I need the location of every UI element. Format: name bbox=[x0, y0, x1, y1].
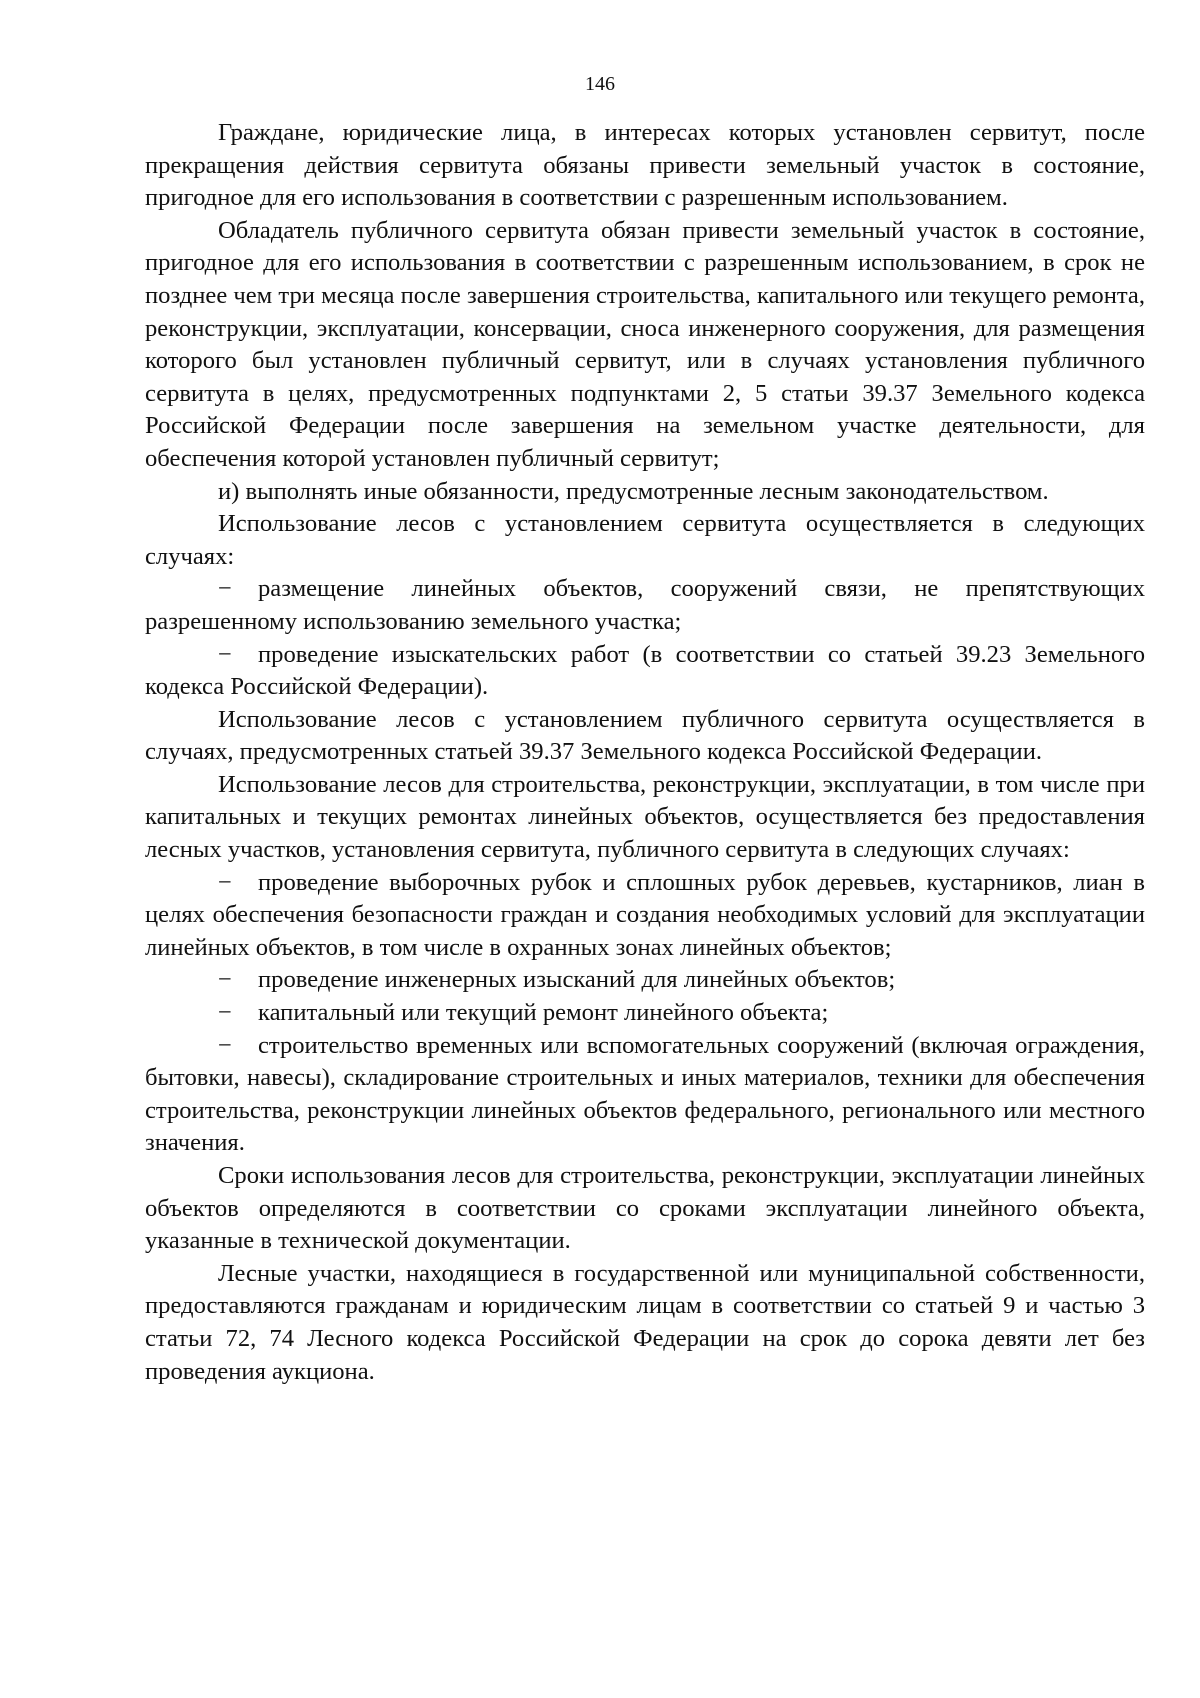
paragraph-text: Использование лесов для строительства, реконструкции, эксплуатации, в том числе при капитальных и текущих ремонтах линейных объектов, осуществляется без предоставления лесных участков, установления сервитута, публичного сервитута в следующих случаях: bbox=[145, 770, 1145, 864]
paragraph-text: Лесные участки, находящиеся в государственной или муниципальной собственности, предоставляются гражданам и юридическим лицам в соответствии со статьей 9 и частью 3 статьи 72, 74 Лесного кодекса Российской Федерации на срок до сорока девяти лет без проведения аукциона. bbox=[145, 1259, 1145, 1385]
paragraph bbox=[145, 1160, 1145, 1258]
list-dash: − bbox=[218, 1031, 232, 1059]
paragraph-text: проведение изыскательских работ (в соответствии со статьей 39.23 Земельного кодекса Российской Федерации). bbox=[145, 640, 1145, 701]
paragraph-text: и) выполнять иные обязанности, предусмотренные лесным законодательством. bbox=[218, 477, 1049, 505]
paragraph-text: Сроки использования лесов для строительства, реконструкции, эксплуатации линейных объектов определяются в соответствии со сроками эксплуатации линейного объекта, указанные в технической документации. bbox=[145, 1162, 1145, 1255]
list-dash: − bbox=[218, 868, 232, 896]
paragraph-text: Обладатель публичного сервитута обязан привести земельный участок в состояние, пригодное для его использования в соответствии с разрешенным использованием, в срок не позднее чем три месяца после завершения строительства, капитального или текущего ремонта, реконструкции, эксплуатации, консервации, сноса инженерного сооружения, для размещения которого был установлен публичный сервитут, или в случаях установления публичного сервитута в целях, предусмотренных подпунктами 2, 5 статьи 39.37 Земельного кодекса Российской Федерации после завершения на земельном участке деятельности, для обеспечения которой установлен публичный сервитут; bbox=[145, 216, 1145, 472]
list-item bbox=[145, 997, 1145, 1030]
paragraph bbox=[145, 1258, 1145, 1388]
paragraph-text: размещение линейных объектов, сооружений связи, не препятствующих разрешенному использованию земельного участка; bbox=[145, 575, 1145, 635]
paragraph bbox=[145, 117, 1145, 215]
list-item bbox=[145, 867, 1145, 965]
list-item bbox=[145, 573, 1145, 638]
paragraph-text: Использование лесов с установлением сервитута осуществляется в следующих случаях: bbox=[145, 510, 1145, 570]
list-dash: − bbox=[218, 966, 232, 994]
paragraph-text: проведение инженерных изысканий для линейных объектов; bbox=[258, 966, 896, 994]
paragraph bbox=[145, 215, 1145, 476]
list-item bbox=[145, 639, 1145, 704]
paragraph-text: Граждане, юридические лица, в интересах которых установлен сервитут, после прекращения действия сервитута обязаны привести земельный участок в состояние, пригодное для его использования в соответствии с разрешенным использованием. bbox=[145, 119, 1145, 212]
list-item bbox=[145, 964, 1145, 997]
paragraph-text: строительство временных или вспомогательных сооружений (включая ограждения, бытовки, навесы), складирование строительных и иных материалов, техники для обеспечения строительства, реконструкции линейных объектов федерального, регионального или местного значения. bbox=[145, 1031, 1145, 1157]
paragraph-text: капитальный или текущий ремонт линейного объекта; bbox=[258, 999, 829, 1027]
paragraph bbox=[145, 769, 1145, 867]
list-item bbox=[145, 1030, 1145, 1160]
paragraph bbox=[145, 508, 1145, 573]
paragraph-text: проведение выборочных рубок и сплошных рубок деревьев, кустарников, лиан в целях обеспечения безопасности граждан и создания необходимых условий для эксплуатации линейных объектов, в том числе в охранных зонах линейных объектов; bbox=[145, 868, 1145, 961]
page-number: 146 bbox=[585, 73, 615, 95]
paragraph bbox=[145, 476, 1145, 509]
list-dash: − bbox=[218, 575, 232, 603]
paragraph-text: Использование лесов с установлением публичного сервитута осуществляется в случаях, предусмотренных статьей 39.37 Земельного кодекса Российской Федерации. bbox=[145, 705, 1145, 766]
paragraph bbox=[145, 704, 1145, 769]
list-dash: − bbox=[218, 640, 232, 668]
list-dash: − bbox=[218, 999, 232, 1027]
document-body bbox=[145, 117, 1145, 1388]
